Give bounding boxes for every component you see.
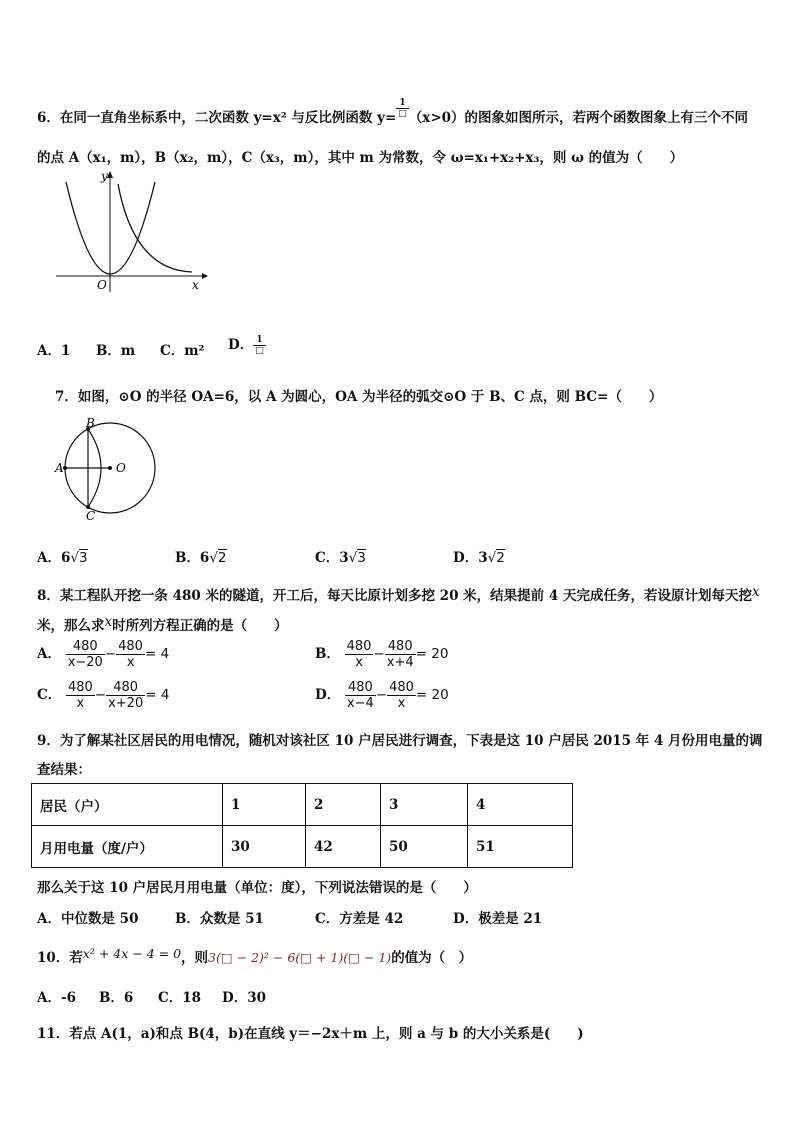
q6-frac-den: □: [398, 109, 407, 119]
table-cell: 42: [306, 826, 381, 868]
q7-option-a[interactable]: [37, 546, 88, 566]
table-cell: 月用电量（度/户）: [32, 826, 223, 868]
q7-a-text: A．6: [37, 550, 71, 566]
q10-prefix: 10．若: [37, 950, 83, 966]
q7-b-radicand: 2: [217, 550, 227, 566]
q7-option-c[interactable]: [315, 546, 366, 566]
den: x−20: [67, 655, 103, 670]
hyperbola-curve: [118, 184, 192, 272]
rhs: = 20: [415, 687, 449, 703]
q9-option-d[interactable]: D．极差是 21: [453, 911, 543, 927]
q6-text-b: （x>0）的图象如图所示，若两个函数图象上有三个不同: [408, 110, 749, 126]
table-row: [32, 784, 573, 826]
q9-question: 那么关于这 10 户居民月用电量（单位：度），下列说法错误的是（ ）: [37, 880, 477, 896]
q11-text: 11．若点 A(1，a)和点 B(4，b)在直线 y＝−2x＋m 上，则 a 与 b 的大小关系是( ): [37, 1026, 584, 1042]
table-cell: 3: [381, 784, 468, 826]
q8-a-frac2: [116, 639, 145, 670]
q7-c-text: C．3: [315, 550, 349, 566]
q7-a-radicand: 3: [78, 550, 88, 566]
q6-option-d-label: D．: [228, 337, 254, 353]
q8-text-c: 时所列方程正确的是（ ）: [112, 618, 288, 634]
den: x: [355, 655, 363, 670]
y-axis-arrow: [107, 171, 113, 178]
q9-line2: 查结果：: [37, 762, 91, 778]
q6-frac-num: 1: [396, 98, 409, 109]
num: 480: [389, 680, 414, 695]
q6-option-b[interactable]: B．m: [96, 343, 136, 359]
label-c: C: [86, 509, 96, 523]
minus: −: [94, 687, 107, 703]
q8-line1: [37, 584, 760, 604]
q6-graph: [52, 168, 212, 296]
den: x: [76, 696, 85, 711]
q6-option-d-fraction: [253, 335, 266, 356]
table-cell: 50: [381, 826, 468, 868]
q6-d-den: □: [255, 346, 264, 356]
q7-figure: [52, 414, 162, 524]
x-axis-arrow: [202, 273, 208, 279]
q8-var-x: x: [751, 584, 760, 600]
q10-expression: 3(□ − 2)² − 6(□ + 1)(□ − 1): [208, 950, 392, 965]
q10-condition: x² + 4x − 4 = 0: [82, 946, 182, 961]
q7-d-radicand: 2: [496, 550, 505, 566]
table-cell: 2: [306, 784, 381, 826]
q6-inline-fraction: [396, 98, 409, 119]
q9-table: [31, 783, 573, 868]
q6-option-c[interactable]: C．m²: [160, 343, 205, 359]
table-cell: 30: [223, 826, 306, 868]
q8-d-label: D．: [315, 687, 341, 703]
num: 480: [106, 680, 145, 696]
table-cell: 51: [468, 826, 573, 868]
minus: −: [375, 687, 388, 703]
q9-option-b[interactable]: B．众数是 51: [175, 911, 264, 927]
sqrt-icon: √: [209, 550, 218, 566]
num: 480: [118, 639, 143, 654]
q8-option-a[interactable]: [37, 639, 169, 670]
q8-a-frac1: [66, 639, 105, 670]
rhs: = 20: [415, 646, 449, 662]
q9-line1: 9．为了解某社区居民的用电情况，随机对该社区 10 户居民进行调查，下表是这 10 户居民 2015 年 4 月份用电量的调: [37, 733, 763, 749]
q10-suffix: 的值为（ ）: [391, 950, 473, 966]
q10-option-a[interactable]: A．-6: [37, 990, 76, 1006]
graph-y-label: y: [101, 169, 108, 183]
q6-line1: [37, 98, 748, 126]
table-cell: 4: [468, 784, 573, 826]
q7-c-radicand: 3: [357, 550, 366, 566]
den: x−4: [346, 696, 374, 711]
table-cell: 1: [223, 784, 306, 826]
q8-line2: [37, 614, 288, 634]
q6-option-a[interactable]: A．1: [37, 343, 71, 359]
q10-option-b[interactable]: B．6: [99, 990, 134, 1006]
q7-option-b[interactable]: [175, 546, 227, 566]
q6-text-a: 6．在同一直角坐标系中，二次函数 y=x² 与反比例函数 y=: [37, 110, 397, 126]
den: x: [126, 655, 135, 670]
q6-d-num: 1: [253, 335, 266, 346]
q8-b-frac1: [345, 639, 374, 670]
minus: −: [104, 646, 117, 662]
den: x+4: [386, 655, 414, 670]
q8-text-b: 米，那么求: [37, 618, 105, 634]
num: 480: [346, 639, 372, 654]
q10-option-c[interactable]: C．18: [158, 990, 202, 1006]
q8-d-frac2: [387, 680, 416, 711]
q8-option-c[interactable]: [37, 680, 169, 711]
num: 480: [385, 639, 416, 655]
q6-option-d[interactable]: [228, 333, 266, 356]
label-a: A: [55, 461, 64, 475]
q6-line2: 的点 A（x₁，m），B（x₂，m），C（x₃，m），其中 m 为常数，令 ω=x₁+x₂+x₃，则 ω 的值为（ ）: [37, 150, 684, 166]
q10-mid: ，则: [181, 950, 209, 966]
minus: −: [373, 646, 385, 662]
q9-option-c[interactable]: C．方差是 42: [315, 911, 404, 927]
q8-option-b[interactable]: [315, 639, 448, 670]
point-o: [108, 466, 112, 470]
q7-b-text: B．6: [175, 550, 210, 566]
q8-var-x-2: x: [104, 614, 113, 630]
label-b: B: [86, 416, 95, 430]
label-o: O: [116, 461, 126, 475]
graph-x-label: x: [192, 278, 199, 292]
q8-c-frac2: [106, 680, 145, 711]
num: 480: [67, 680, 93, 695]
q7-option-d[interactable]: [453, 546, 505, 566]
graph-origin-label: O: [97, 278, 107, 292]
rhs: = 4: [145, 687, 170, 703]
den: x: [397, 696, 406, 711]
table-row: [32, 826, 573, 868]
q9-option-a[interactable]: A．中位数是 50: [37, 911, 139, 927]
q7-d-text: D．3: [453, 550, 488, 566]
sqrt-icon: √: [487, 550, 497, 566]
num: 480: [66, 639, 105, 655]
num: 480: [345, 680, 376, 696]
sqrt-icon: √: [348, 550, 358, 566]
sqrt-icon: √: [70, 550, 79, 566]
q10-option-d[interactable]: D．30: [222, 990, 266, 1006]
q8-b-frac2: [385, 639, 416, 670]
rhs: = 4: [144, 646, 170, 662]
q8-a-label: A．: [37, 646, 61, 662]
q8-text-a: 8．某工程队开挖一条 480 米的隧道，开工后，每天比原计划多挖 20 米，结果提前 4 天完成任务，若设原计划每天挖: [37, 588, 752, 604]
q10-line: [37, 946, 472, 966]
q8-c-frac1: [66, 680, 95, 711]
q8-c-label: C．: [37, 687, 62, 703]
q8-option-d[interactable]: [315, 680, 449, 711]
q8-b-label: B．: [315, 646, 340, 662]
table-cell: 居民（户）: [32, 784, 223, 826]
den: x+20: [108, 696, 144, 711]
q8-d-frac1: [345, 680, 376, 711]
q7-text: 7．如图，⊙O 的半径 OA=6，以 A 为圆心，OA 为半径的弧交⊙O 于 B、C 点，则 BC=（ ）: [55, 389, 663, 405]
